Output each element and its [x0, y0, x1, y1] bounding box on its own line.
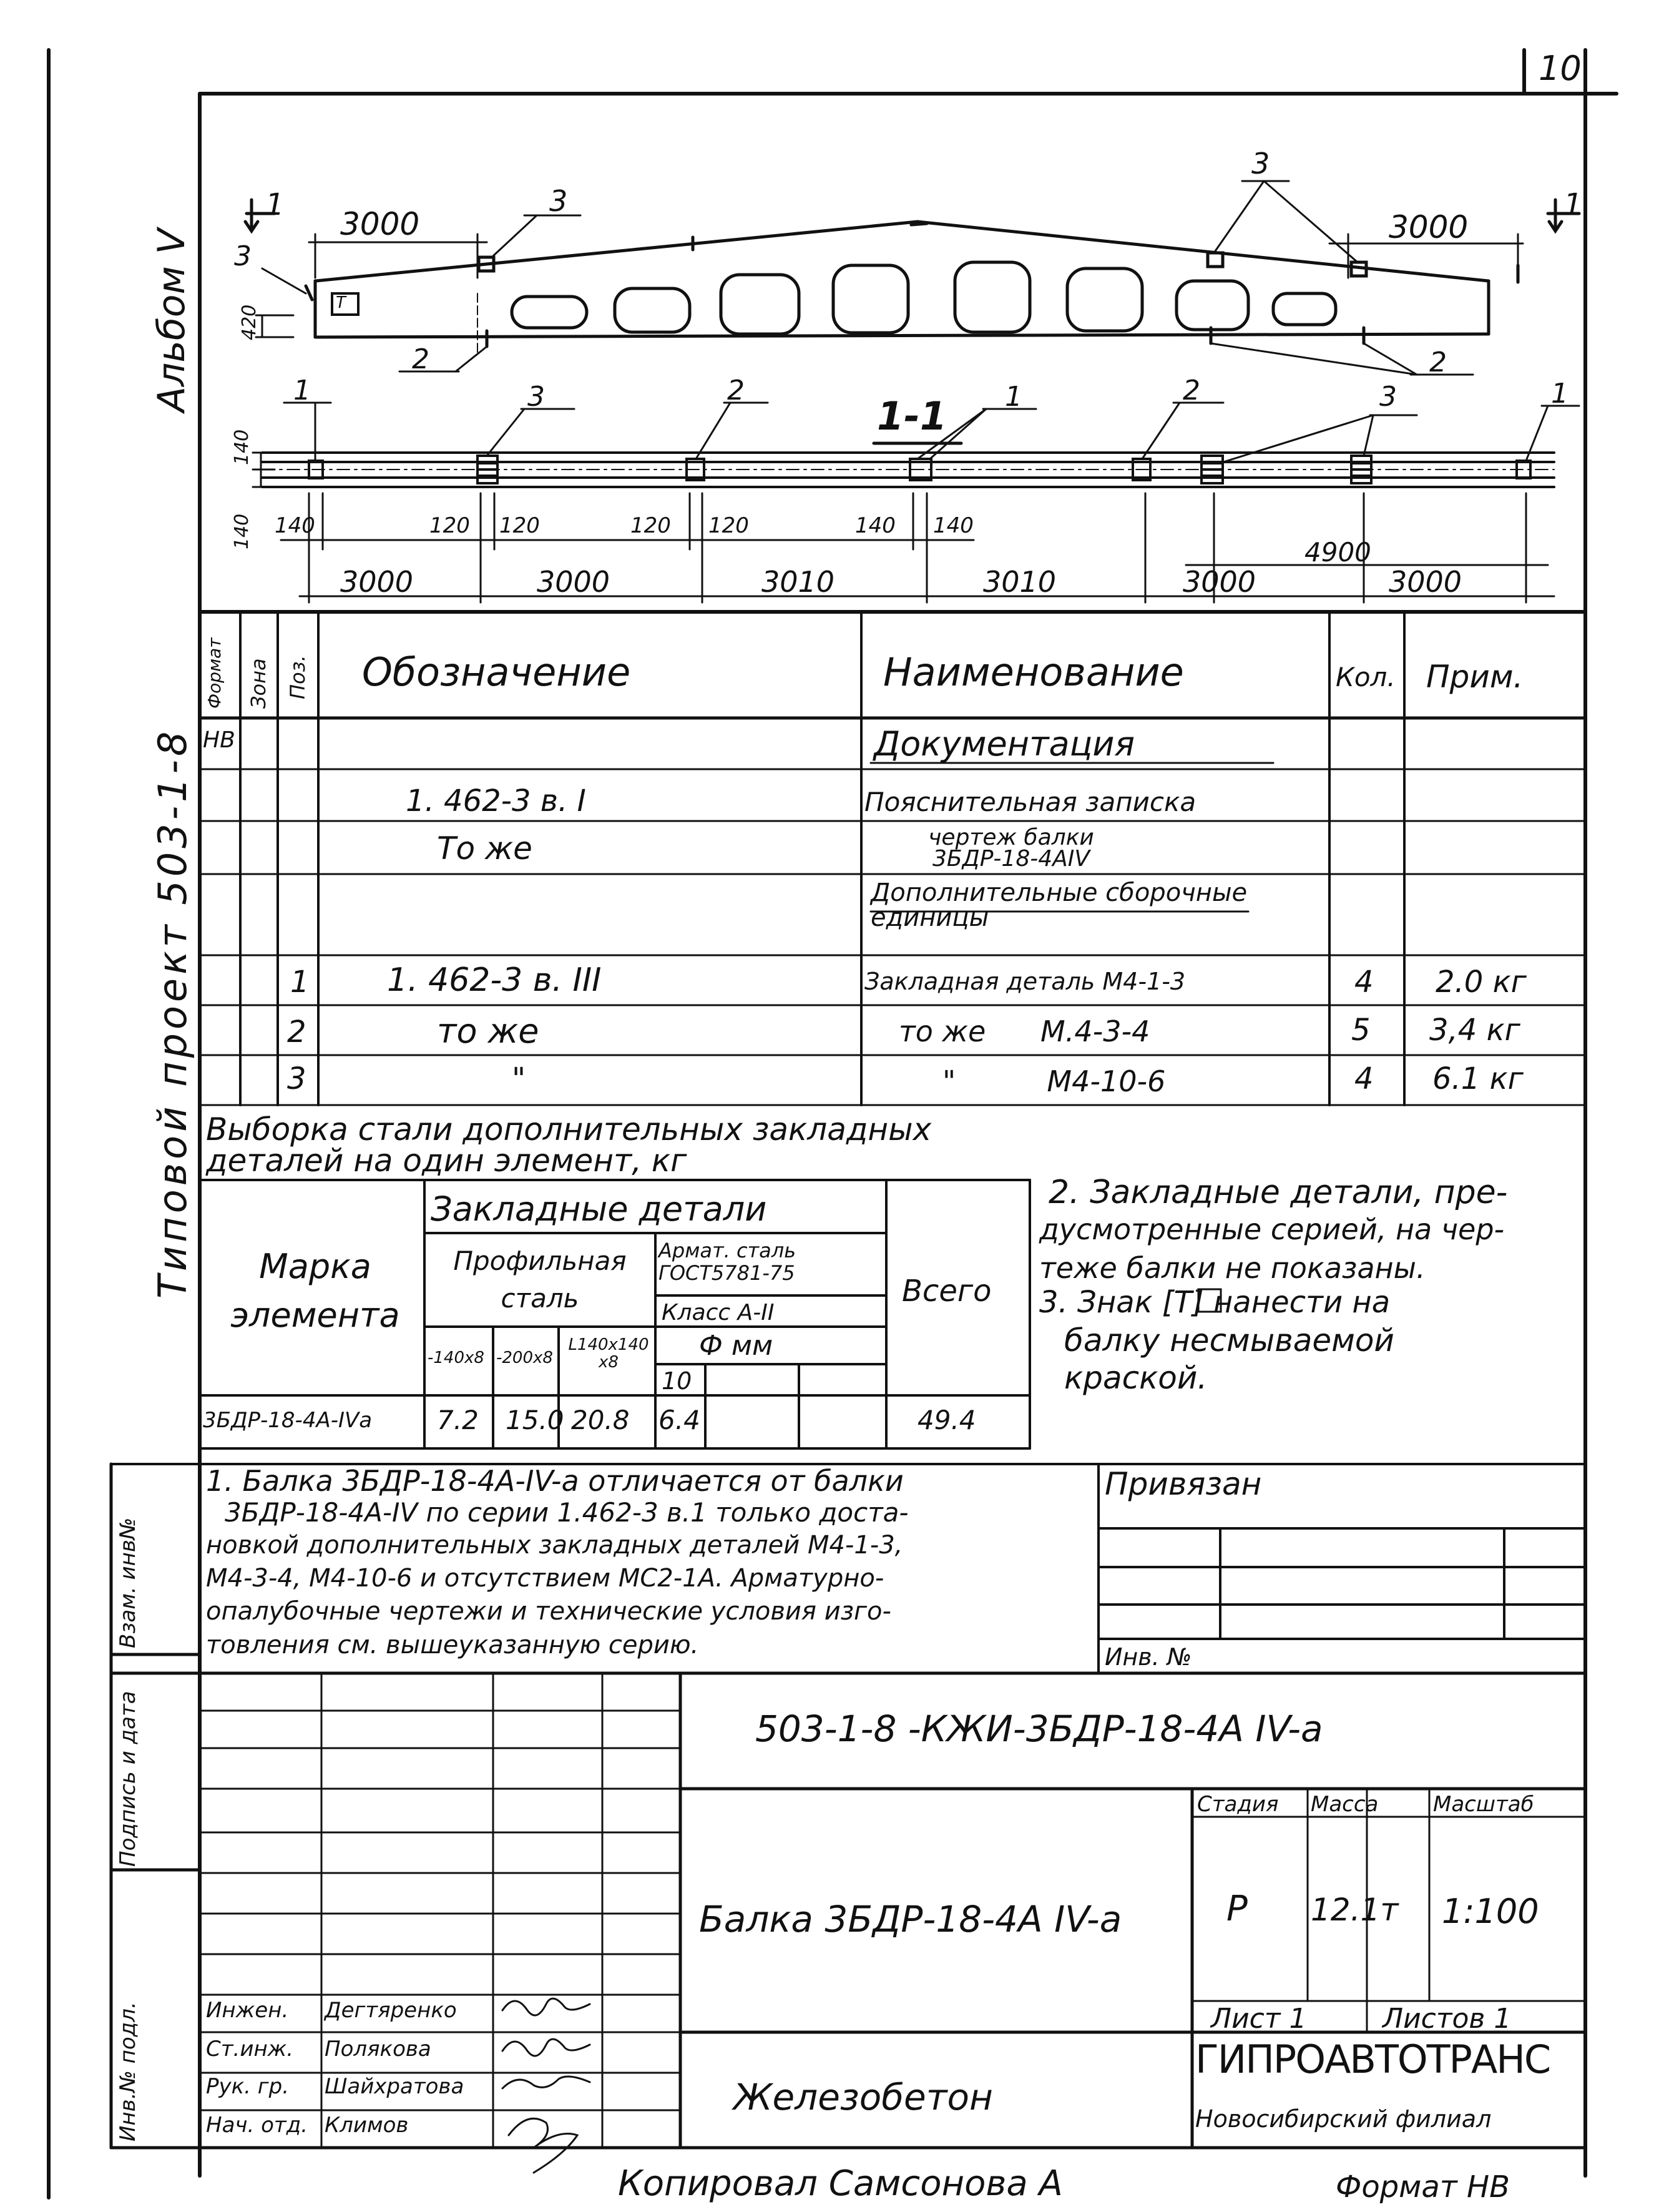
staff-name-4: Климов — [325, 2113, 409, 2138]
plan-callout-1-right: 1 — [1551, 378, 1568, 410]
sheets-label: Листов 1 — [1382, 2003, 1512, 2035]
note1-line3: новкой дополнительных закладных деталей М4-1-3, — [206, 1531, 903, 1560]
plan-dim-140-b: 140 — [855, 513, 896, 538]
steel-sub-140x8: -140х8 — [428, 1349, 484, 1367]
dim-140-lower: 140 — [231, 513, 253, 549]
plan-callout-2-right: 2 — [1183, 375, 1200, 406]
plan-callout-1-mid: 1 — [1005, 381, 1022, 413]
steel-h-class: Класс А-II — [662, 1300, 775, 1325]
steel-row-v2: 15.0 — [506, 1405, 564, 1435]
doc-material: Железобетон — [733, 2076, 993, 2118]
spec-asm2-qty: 5 — [1351, 1013, 1371, 1048]
staff-role-3: Рук. гр. — [206, 2074, 290, 2099]
steel-h-arm: Армат. сталь ГОСТ5781-75 — [658, 1239, 796, 1285]
staff-name-1: Дегтяренко — [325, 1998, 457, 2023]
plan-dim-140-c: 140 — [933, 513, 974, 538]
staff-name-3: Шайхратова — [325, 2074, 464, 2099]
spec-row2-name: чертеж балки 3БДР-18-4АIV — [928, 825, 1094, 872]
staff-role-4: Нач. отд. — [206, 2113, 308, 2138]
spec-asm1-name: Закладная деталь М4-1-3 — [864, 968, 1186, 995]
bottom-dim-1: 3000 — [340, 565, 414, 599]
stage-value: Р — [1226, 1889, 1248, 1929]
mass-header: Масса — [1311, 1792, 1379, 1817]
plan-dim-120-b: 120 — [499, 513, 540, 538]
binding-inv: Инв. № — [1105, 1643, 1192, 1671]
spec-h-designation: Обозначение — [362, 649, 631, 695]
section-mark-right: 1 — [1564, 187, 1583, 222]
note1-line2: 3БДР-18-4А-IV по серии 1.462-3 в.1 только доста- — [225, 1497, 909, 1528]
plan-callout-1: 1 — [293, 375, 311, 406]
spec-asm2-note: 3,4 кг — [1429, 1013, 1520, 1048]
steel-h-phi: Ф мм — [699, 1330, 773, 1362]
beam-plan — [262, 453, 1554, 487]
stage-header: Стадия — [1197, 1792, 1279, 1817]
callout-3-left: 3 — [234, 240, 252, 272]
steel-row-total: 49.4 — [918, 1405, 976, 1435]
steel-row-v4: 6.4 — [658, 1405, 700, 1435]
doc-code: 503-1-8 -КЖИ-3БДР-18-4А IV-а — [755, 1708, 1323, 1750]
spec-asm1-note: 2.0 кг — [1436, 965, 1527, 1000]
bottom-dim-2: 3000 — [537, 565, 610, 599]
spec-asm2-name: то же М.4-3-4 — [899, 1015, 1150, 1048]
staff-role-1: Инжен. — [206, 1998, 289, 2023]
note-right-2: дусмотренные серией, на чер- — [1039, 1212, 1505, 1246]
spec-h-zone: Зона — [247, 658, 270, 709]
plan-callout-2: 2 — [727, 375, 745, 406]
bottom-dim-3: 3010 — [761, 565, 835, 599]
footer-format: Формат НВ — [1336, 2170, 1510, 2205]
spec-row2-designation: То же — [437, 830, 532, 867]
mark-t: Т — [336, 293, 346, 312]
scale-value: 1:100 — [1442, 1892, 1539, 1931]
spec-h-qty: Кол. — [1336, 662, 1396, 692]
spec-asm2-designation: то же — [437, 1011, 539, 1051]
plan-callout-3-right: 3 — [1379, 381, 1397, 413]
spec-format-value: НВ — [203, 727, 235, 753]
spec-row1-name: Пояснительная записка — [864, 787, 1197, 817]
steel-sub-d10: 10 — [662, 1367, 692, 1395]
steel-row-v1: 7.2 — [437, 1405, 479, 1435]
top-dimensions — [256, 234, 1523, 337]
binding-title: Привязан — [1105, 1466, 1262, 1502]
side-podpis-data: Подпись и дата — [115, 1691, 140, 1867]
note1-line6: товления см. вышеуказанную серию. — [206, 1631, 699, 1659]
plan-dim-120-d: 120 — [708, 513, 749, 538]
spec-row1-designation: 1. 462-3 в. I — [406, 784, 586, 818]
steel-row-mark: 3БДР-18-4А-IVа — [203, 1408, 373, 1433]
scale-header: Масштаб — [1433, 1792, 1534, 1817]
callout-3-top: 3 — [549, 184, 568, 218]
spec-asm3-pos: 3 — [287, 1061, 306, 1096]
note1-line5: опалубочные чертежи и технические условия изго- — [206, 1597, 891, 1626]
steel-h-mark: Марка элемента — [230, 1247, 400, 1335]
sheet-number: 10 — [1539, 49, 1582, 88]
doc-name: Балка 3БДР-18-4А IV-а — [699, 1898, 1122, 1940]
section-mark-left: 1 — [265, 187, 285, 222]
steel-title-1: Выборка стали дополнительных закладных — [206, 1111, 932, 1148]
spec-h-pos: Поз. — [286, 655, 310, 699]
section-title-1-1: 1-1 — [877, 393, 947, 439]
spec-section-asm: Дополнительные сборочные единицы — [871, 878, 1248, 932]
plan-dim-4900: 4900 — [1304, 537, 1371, 568]
dim-420: 420 — [238, 304, 260, 340]
spec-asm3-name: " М4-10-6 — [942, 1064, 1166, 1098]
spec-section-docs: Документация — [874, 724, 1135, 764]
callout-2-left: 2 — [412, 343, 429, 375]
spec-h-format: Формат — [204, 637, 225, 709]
side-album: Альбом V — [150, 229, 193, 412]
note-right-4: 3. Знак [Т] нанести на — [1039, 1285, 1391, 1320]
spec-asm1-qty: 4 — [1354, 965, 1374, 1000]
dim-top-right: 3000 — [1389, 209, 1469, 245]
staff-name-2: Полякова — [325, 2037, 431, 2062]
staff-role-2: Ст.инж. — [206, 2037, 294, 2062]
section-marks — [245, 200, 1579, 231]
side-project: Типовой проект 503-1-8 — [150, 727, 195, 1299]
sheet-label: Лист 1 — [1211, 2003, 1307, 2035]
leaders-elevation — [262, 181, 1473, 375]
steel-title-2: деталей на один элемент, кг — [206, 1143, 687, 1179]
spec-asm3-note: 6.1 кг — [1432, 1061, 1524, 1096]
note-right-6: краской. — [1064, 1360, 1208, 1396]
spec-asm2-pos: 2 — [287, 1015, 306, 1049]
spec-asm1-pos: 1 — [290, 965, 310, 1000]
bottom-dim-4: 3010 — [983, 565, 1057, 599]
plan-callout-3: 3 — [527, 381, 545, 413]
mass-value: 12.1т — [1311, 1892, 1399, 1928]
plan-dim-120-c: 120 — [630, 513, 671, 538]
org-sub: Новосибирский филиал — [1195, 2105, 1492, 2133]
spec-asm3-designation: " — [512, 1061, 526, 1096]
org-name: ГИПРОАВТОТРАНС — [1195, 2037, 1550, 2082]
callout-3-right: 3 — [1251, 147, 1270, 180]
steel-h-total: Всего — [902, 1274, 992, 1309]
spec-asm1-designation: 1. 462-3 в. III — [387, 961, 602, 999]
spec-h-name: Наименование — [883, 649, 1184, 695]
bottom-dim-6: 3000 — [1389, 565, 1462, 599]
note1-line1: 1. Балка 3БДР-18-4А-IV-а отличается от балки — [206, 1464, 904, 1498]
dim-top-left: 3000 — [340, 206, 420, 242]
steel-h-details: Закладные детали — [431, 1189, 767, 1229]
plan-dim-140-a: 140 — [275, 513, 315, 538]
side-inv-podl: Инв.№ подл. — [115, 2002, 140, 2141]
steel-h-prof: Профильная сталь — [453, 1246, 627, 1314]
beam-elevation — [306, 222, 1518, 347]
bottom-dim-5: 3000 — [1183, 565, 1256, 599]
side-inv-vzam: Взам. инв№ — [115, 1517, 140, 1648]
note-right-1: 2. Закладные детали, пре- — [1049, 1174, 1508, 1211]
steel-sub-angle: L140х140 х8 — [568, 1335, 649, 1372]
spec-asm3-qty: 4 — [1354, 1061, 1374, 1096]
callout-2-right: 2 — [1429, 347, 1447, 378]
steel-row-v3: 20.8 — [571, 1405, 630, 1435]
plan-side-dims — [253, 453, 275, 487]
note1-line4: М4-3-4, М4-10-6 и отсутствием МС2-1А. Арматурно- — [206, 1564, 884, 1593]
footer-copied: Копировал Самсонова А — [618, 2163, 1063, 2204]
spec-h-note: Прим. — [1426, 659, 1524, 695]
dim-140-upper: 140 — [231, 429, 253, 465]
plan-dim-120-a: 120 — [429, 513, 470, 538]
note-right-5: балку несмываемой — [1064, 1322, 1394, 1359]
note-right-3: теже балки не показаны. — [1039, 1251, 1426, 1285]
steel-sub-200x8: -200х8 — [496, 1349, 553, 1367]
